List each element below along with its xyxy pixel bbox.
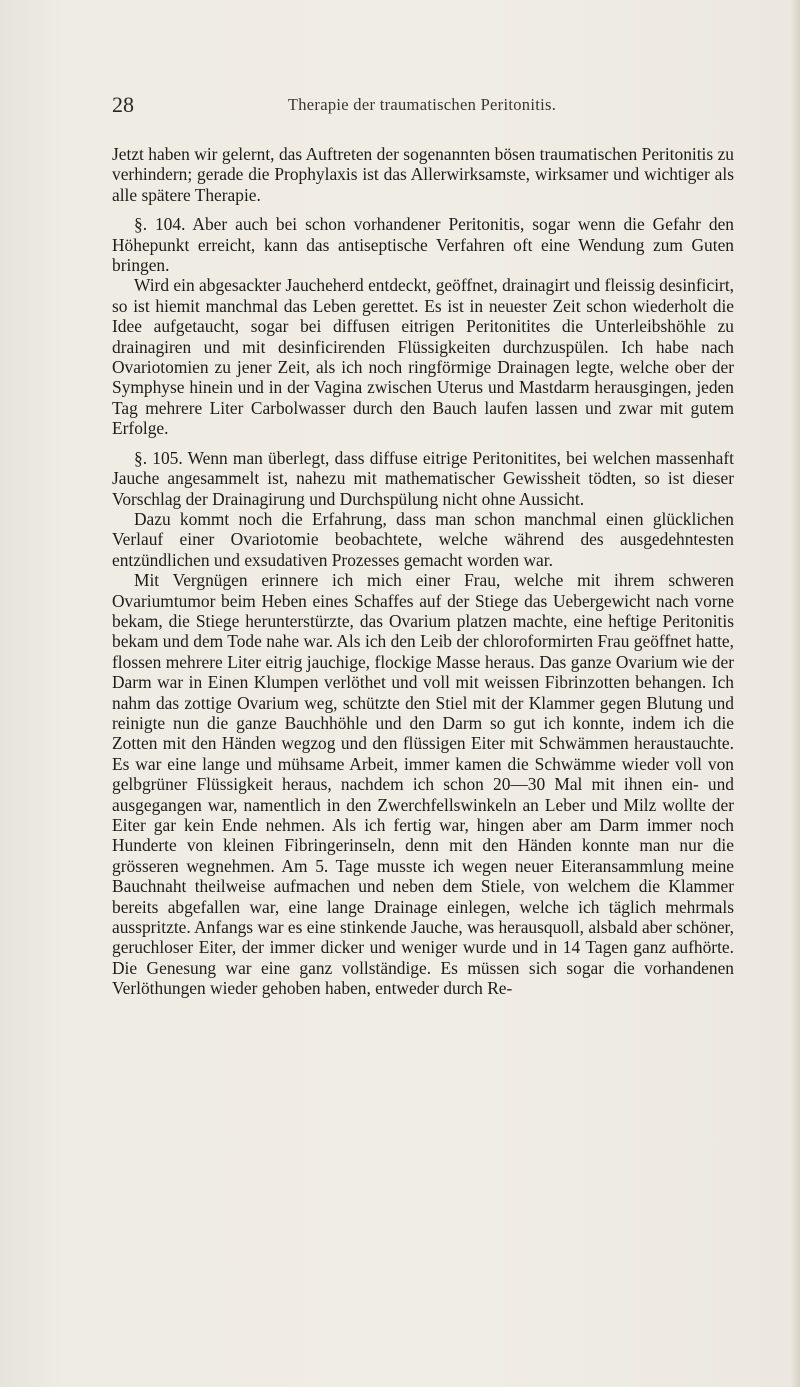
paragraph-6: Mit Vergnügen erinnere ich mich einer Frau, welche mit ihrem schweren Ovariumtumor beim Heben eines Schaffes auf der Stiege das Uebergewicht nach vorne bekam, die Stiege herunterstürzte, das Ovarium platzen machte, eine heftige Peritonitis bekam und dem Tode nahe war. Als ich den Leib der chloroformirten Frau geöffnet hatte, flossen mehrere Liter eitrig jauchige, flockige Masse heraus. Das ganze Ovarium wie der Darm war in Einen Klumpen verlöthet und voll mit weissen Fibrinzotten behangen. Ich nahm das zottige Ovarium weg, schützte den Stiel mit der Klammer gegen Blutung und reinigte nun die ganze Bauchhöhle und den Darm so gut ich konnte, indem ich die Zotten mit den Händen wegzog und den flüssigen Eiter mit Schwämmen heraustauchte. Es war eine lange und mühsame Arbeit, immer kamen die Schwämme wieder voll von gelbgrüner Flüssigkeit heraus, nachdem ich schon 20—30 Mal mit ihnen ein- und ausgegangen war, namentlich in den Zwerchfellswinkeln an Leber und Milz wollte der Eiter gar kein Ende nehmen. Als ich fertig war, hingen aber am Darm immer noch Hunderte von kleinen Fibringerinseln, denn mit den Händen konnte man nur die grösseren wegnehmen. Am 5. Tage musste ich wegen neuer Eiteransammlung meine Bauchnaht theilweise aufmachen und neben dem Stiele, von welchem die Klammer bereits abgefallen war, eine lange Drainage einlegen, welche ich täglich mehrmals ausspritzte. Anfangs war es eine stinkende Jauche, was herausquoll, alsbald aber schöner, geruchloser Eiter, der immer dicker und weniger wurde und in 14 Tagen ganz aufhörte. Die Genesung war eine ganz vollständige. Es müssen sich sogar die vorhandenen Verlöthungen wieder gehoben haben, entweder durch Re- [112, 570, 734, 999]
body-text [112, 144, 734, 999]
paragraph-section-105: §. 105. Wenn man überlegt, dass diffuse eitrige Peritonitites, bei welchen massenhaft Jauche angesammelt ist, nahezu mit mathematischer Gewissheit tödten, so ist dieser Vorschlag der Drainagirung und Durchspülung nicht ohne Aussicht. [112, 447, 734, 509]
paragraph-3: Wird ein abgesackter Jaucheherd entdeckt, geöffnet, drainagirt und fleissig desinficirt, so ist hiemit manchmal das Leben gerettet. Es ist in neuester Zeit schon wiederholt die Idee aufgetaucht, sogar bei diffusen eitrigen Peritonitites die Unterleibshöhle zu drainagiren und mit desinficirenden Flüssigkeiten durchzuspülen. Ich habe nach Ovariotomien zu jener Zeit, als ich noch ringförmige Drainagen legte, welche ober der Symphyse hinein und in der Vagina zwischen Uterus und Mastdarm herausgingen, jeden Tag mehrere Liter Carbolwasser durch den Bauch laufen lassen und zwar mit gutem Erfolge. [112, 275, 734, 439]
page-number: 28 [112, 92, 134, 117]
paragraph-5: Dazu kommt noch die Erfahrung, dass man schon manchmal einen glücklichen Verlauf einer Ovariotomie beobachtete, welche während des ausgedehntesten entzündlichen und exsudativen Prozesses gemacht worden war. [112, 508, 734, 570]
page-edge-shadow [790, 0, 800, 1387]
page-header [112, 92, 732, 122]
paragraph-section-104: §. 104. Aber auch bei schon vorhandener Peritonitis, sogar wenn die Gefahr den Höhepunkt erreicht, kann das antiseptische Verfahren oft eine Wendung zum Guten bringen. [112, 214, 734, 276]
paragraph-1: Jetzt haben wir gelernt, das Auftreten der sogenannten bösen traumatischen Peritonitis zu verhindern; gerade die Prophylaxis ist das Allerwirksamste, wirksamer und wichtiger als alle spätere Therapie. [112, 144, 734, 205]
running-head: Therapie der traumatischen Peritonitis. [287, 95, 557, 114]
